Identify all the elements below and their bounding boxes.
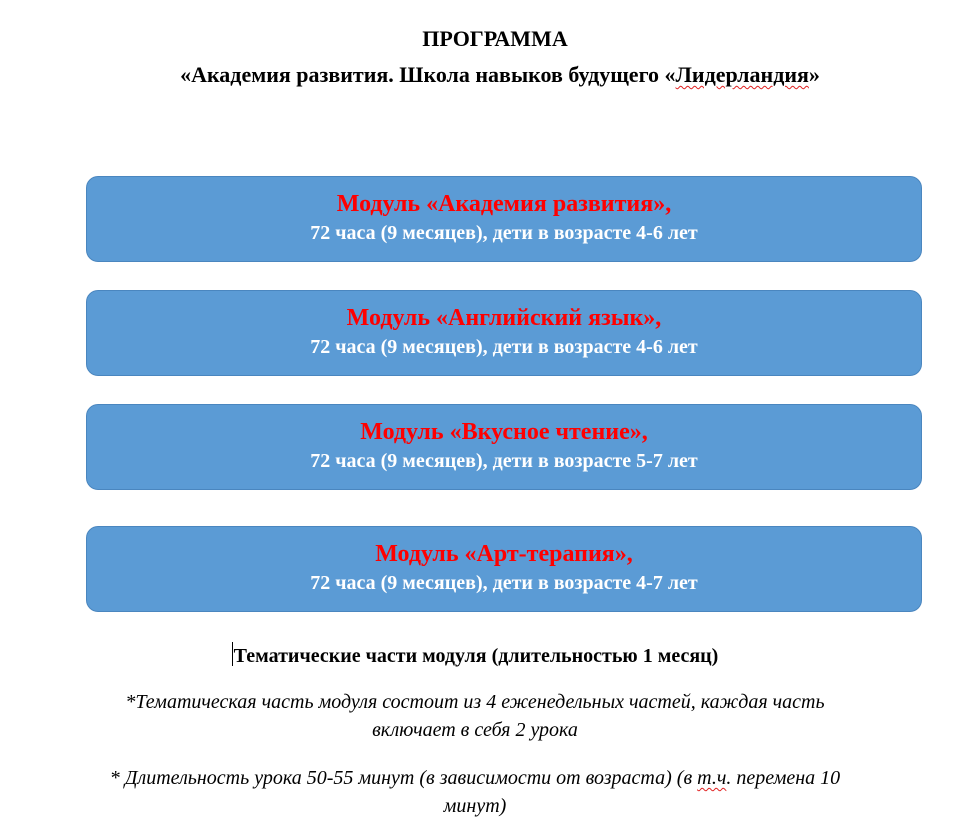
thematic-parts-heading[interactable]	[0, 642, 950, 670]
note-line-end: . перемена 10	[726, 767, 841, 789]
note-line: * Длительность урока 50-55 минут (в зависимости от возраста) (в	[109, 767, 698, 789]
module-meta: 72 часа (9 месяцев), дети в возрасте 4-6 лет	[310, 336, 698, 358]
spellcheck-flagged-word[interactable]: Лидерландия	[675, 62, 809, 87]
module-meta: 72 часа (9 месяцев), дети в возрасте 4-6 лет	[310, 222, 698, 244]
module-meta: 72 часа (9 месяцев), дети в возрасте 4-7 лет	[310, 572, 698, 594]
module-name: Модуль «Академия развития»,	[336, 191, 672, 217]
module-box-reading[interactable]	[86, 404, 922, 490]
document-subtitle	[0, 60, 970, 90]
note-line: включает в себя 2 урока	[372, 719, 578, 741]
note-line: *Тематическая часть модуля состоит из 4 еженедельных частей, каждая часть	[125, 691, 825, 713]
note-weekly-parts	[40, 688, 910, 744]
thematic-parts-text: Тематические части модуля (длительностью 1 месяц)	[233, 645, 719, 667]
spellcheck-flagged-word[interactable]: т.ч	[697, 767, 727, 789]
note-line: минут)	[443, 795, 507, 817]
document-title: ПРОГРАММА	[422, 26, 568, 51]
note-lesson-duration	[20, 764, 930, 820]
module-name: Модуль «Арт-терапия»,	[375, 541, 633, 567]
module-name: Модуль «Вкусное чтение»,	[360, 419, 648, 445]
subtitle-text-end: »	[808, 62, 820, 87]
text-cursor	[232, 642, 233, 666]
module-box-art-therapy[interactable]	[86, 526, 922, 612]
subtitle-text: «Академия развития. Школа навыков будущего «	[180, 62, 676, 87]
module-box-english[interactable]	[86, 290, 922, 376]
module-meta: 72 часа (9 месяцев), дети в возрасте 5-7 лет	[310, 450, 698, 472]
module-name: Модуль «Английский язык»,	[346, 305, 662, 331]
module-box-academy[interactable]	[86, 176, 922, 262]
